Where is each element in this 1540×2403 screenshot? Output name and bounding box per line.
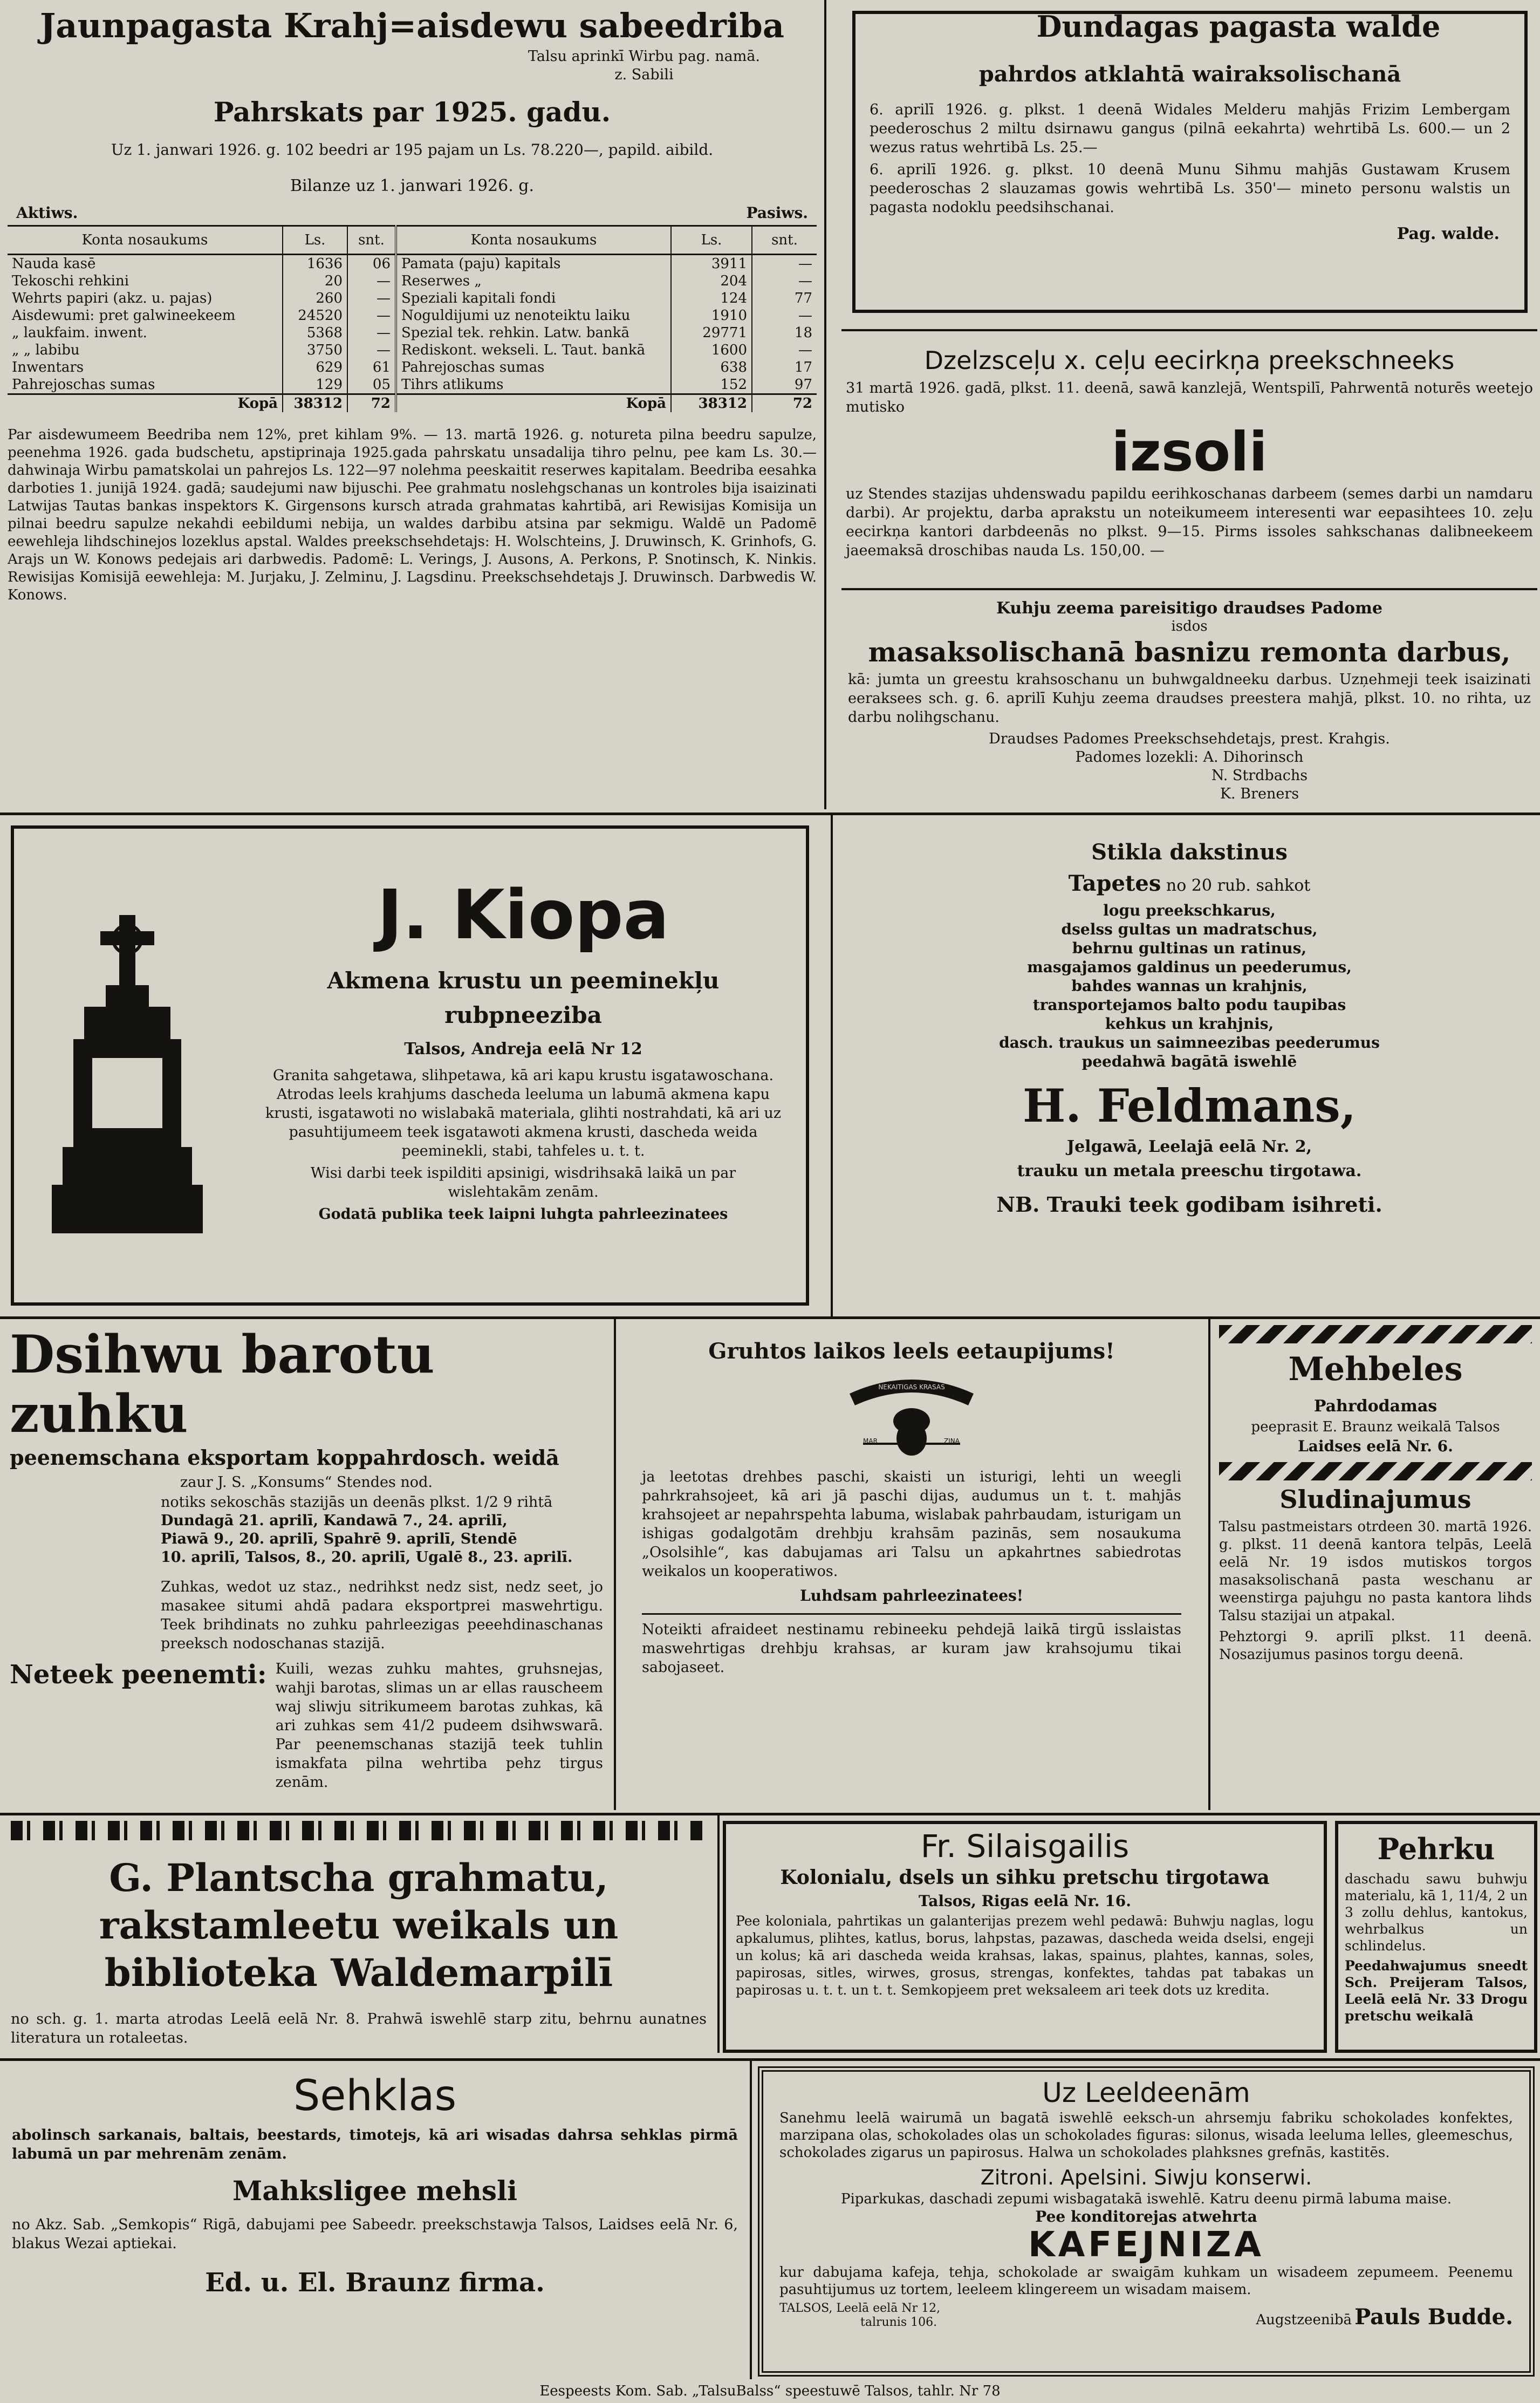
ad-line: Padomes lozekli: A. Dihorinsch (1075, 749, 1304, 766)
ad-big: izsoli (1111, 420, 1268, 483)
ad-subtitle: pahrdos atklahtā wairaksolischanā (978, 62, 1401, 87)
total-ls: 38312 (283, 394, 347, 413)
cell-account: Inwentars (12, 359, 84, 376)
cell-account: Pamata (paju) kapitals (396, 255, 671, 273)
cell-account: Wehrts papiri (akz. u. pajas) (12, 290, 213, 306)
business-name: H. Feldmans, (1023, 1079, 1356, 1132)
ad-para: 6. aprilī 1926. g. plkst. 10 deenā Munu Sihmu mahjās Gustawam Krusem peederoschas 2 slauzamas gowis wehrtibā Ls. 350'— mineto personu walstis un pagasta nodoklu peedsihschanai. (870, 161, 1510, 216)
ad-kiopa (11, 825, 809, 1306)
cell-ls: 1636 (283, 255, 347, 273)
cell-snt: 77 (752, 290, 817, 307)
ad-title: Sludinajumus (1279, 1485, 1471, 1514)
cell-snt: 05 (347, 376, 396, 394)
gravestone-image (46, 910, 208, 1244)
cell-snt: 17 (752, 359, 817, 376)
list-item: peedahwā bagātā iswehlē (1082, 1053, 1297, 1070)
ad-title: Mahksligee mehsli (232, 2175, 518, 2207)
ad-body: daschadu sawu buhwju materialu, kā 1, 11/4, 2 un 3 zollu dehlus, kantokus, wehrbalkus un schlindelus. (1345, 1871, 1528, 1954)
ad-dyes (620, 1322, 1203, 1807)
logo-text: NEKAITIGAS KRASAS (878, 1383, 945, 1391)
cell-account: Tihrs atlikums (396, 376, 671, 394)
business-addr: Jelgawā, Leelajā eelā Nr. 2, (1066, 1137, 1312, 1156)
ad-dundaga-board (852, 11, 1528, 313)
ad-body: no Akz. Sab. „Semkopis“ Rigā, dabujami pee Sabeedr. preekschstawja Talsos, Laidses eelā Nr. 6, blakus Wezai aptiekai. (12, 2216, 738, 2252)
total-snt: 72 (347, 394, 396, 413)
ad-line: Laidses eelā Nr. 6. (1298, 1437, 1453, 1455)
ad-owner: Pauls Budde. (1354, 2304, 1513, 2330)
list-item: behrnu gultinas un ratinus, (1072, 939, 1307, 957)
ad-silaisgailis (723, 1821, 1327, 2053)
cell-account: Tekoschi rehkini (12, 273, 129, 289)
total-snt: 72 (752, 394, 817, 413)
list-item: kehkus un krahjnis, (1105, 1015, 1274, 1033)
ad-sign: Pag. walde. (1397, 224, 1500, 243)
ad-title: Dsihwu barotu zuhku (10, 1324, 435, 1444)
cell-account: Nauda kasē (12, 256, 96, 272)
cell-account: Pahrejoschas sumas (396, 359, 671, 376)
ad-line: Piparkukas, daschadi zepumi wisbagatakā iswehlē. Katru deenu pirmā labuma maise. (840, 2191, 1452, 2207)
cell-ls: 629 (283, 359, 347, 376)
col-snt: snt. (752, 226, 817, 255)
table-row (8, 342, 817, 359)
logo-text: MAR (863, 1437, 878, 1445)
table-total-row (8, 394, 817, 413)
ad-label: Neteek peenemti: (10, 1660, 267, 1690)
ad-para: Pehztorgi 9. aprilī plkst. 11 deenā. Nosazijumus pasinos torgu deenā. (1219, 1629, 1532, 1663)
cell-snt: — (752, 307, 817, 324)
table-row (8, 255, 817, 273)
ad-line: notiks sekoschās stazijās un deenās plkst. 1/2 9 rihtā (161, 1494, 553, 1511)
ad-body: uz Stendes stazijas uhdenswadu papildu eerihkoschanas darbeem (semes darbi un namdaru darbi). Ar projektu, darba aprakstu un noteikumeem interesenti war eepasihtees 10. zeļu eecirkņa kantori darbdeenās no plkst. 9—15. Pirms issoles sahkschanas dalibneekeem jaeemaksā droschibas nauda Ls. 150,00. — (846, 486, 1533, 559)
business-name: J. Kiopa (377, 875, 669, 954)
balance-title: Bilanze uz 1. janwari 1926. g. (290, 176, 535, 195)
pasivs-label: Pasiws. (746, 204, 808, 222)
table-row (8, 307, 817, 324)
ad-by: zaur J. S. „Konsums“ Stendes nod. (180, 1474, 433, 1491)
ad-intro: 31 martā 1926. gadā, plkst. 11. deenā, sawā kanzlejā, Wentspilī, Pahrwentā noturēs weetejo mutisko (846, 380, 1533, 415)
schedule-line: Piawā 9., 20. aprilī, Spahrē 9. aprilī, Stendē (161, 1531, 517, 1547)
list-item: dasch. traukus un saimneezibas peederumus (999, 1034, 1380, 1052)
ad-bookshop (5, 1821, 712, 2047)
ad-line: peeprasit E. Braunz weikalā Talsos (1251, 1419, 1500, 1435)
ad-addr: talrunis 106. (860, 2316, 937, 2329)
cell-ls: 152 (671, 376, 752, 394)
cell-snt: — (347, 342, 396, 359)
cell-ls: 204 (671, 272, 752, 290)
list-item: dselss gultas un madratschus, (1061, 920, 1318, 938)
cell-ls: 124 (671, 290, 752, 307)
cell-snt: — (347, 324, 396, 342)
ad-title: Fr. Silaisgailis (920, 1828, 1130, 1865)
cell-snt: — (752, 255, 817, 273)
ad-signatures (848, 730, 1531, 803)
ad-sign: Ed. u. El. Braunz firma. (205, 2268, 545, 2298)
ad-title: G. Plantscha grahmatu, rakstamleetu weikals un biblioteka Waldemarpilī (99, 1855, 619, 1995)
ad-title: Sehklas (293, 2072, 457, 2120)
ad-body: abolinsch sarkanais, baltais, beestards, timotejs, kā ari wisadas dahrsa sehklas pirmā labumā un par mehrenām zenām. (12, 2127, 738, 2162)
ad-para: Sanehmu leelā wairumā un bagatā iswehlē eeksch-un ahrsemju fabriku schokolades konfektes, marzipana olas, schokolades olas un schokolades figuras: silonus, wisada leeluma lelles, gleemeschus, schokolades zigarus un papirosus. Halwa un schokolades plahksnes grefnās, kastitēs. (779, 2110, 1513, 2161)
table-row (8, 359, 817, 376)
ad-line: K. Breners (1220, 786, 1299, 802)
ad-line: Tapetes (1068, 871, 1161, 896)
ad-para: ja leetotas drehbes paschi, skaisti un isturigi, lehti un weegli pahrkrahsojeet, kā ari jā paschi dijas, audumus un t. t. mahjās krahsojeet ar nepahrspehta labuma, wislabak pahrbaudam, isturigam un ishigas godalgotām drehbju krahsām pazinās, sem nosaukuma „Osolsihle“, kas dabujamas ari Talsu un apkahrtnes sabiedrotas weikalos un kooperatiwos. (642, 1469, 1181, 1580)
logo-text: ZINA (944, 1437, 960, 1445)
ad-railway-auction (841, 334, 1537, 577)
table-row (8, 290, 817, 307)
cell-snt: — (347, 290, 396, 307)
business-body: Granita sahgetawa, slihpetawa, kā ari kapu krustu isgatawoschana. Atrodas leels krahjums dascheda leeluma un labumā akmena kapu krusti, isgatawoti no wislabakā materiala, glihti nostrahdati, kā ari uz pasuhtijumeem teek isgatawoti akmena krusti, dascheda weida peeminekli, stabi, tahfeles u. t. t. (265, 1067, 782, 1159)
ad-body2: Peedahwajumus sneedt Sch. Preijeram Talsos, Leelā eelā Nr. 33 Drogu pretschu weikalā (1345, 1958, 1528, 2024)
cell-snt: 06 (347, 255, 396, 273)
ad-furniture (1214, 1322, 1537, 1807)
ad-body: kā: jumta un greestu krahsoschanu un buhwgaldneeku darbus. Uzņehmeji teek isaizinati eeraksees sch. g. 6. aprilī Kuhju zeema draudses preestera mahjā, plkst. 10. no rihta, uz darbu nolihgschanu. (848, 671, 1531, 726)
business-body2: Wisi darbi teek ispilditi apsinigi, wisdrihsakā laikā un par wislehtakām zenām. (310, 1165, 736, 1200)
table-row (8, 376, 817, 394)
ad-line: Pee konditorejas atwehrta (1035, 2208, 1257, 2225)
cell-snt: — (347, 272, 396, 290)
ad-addr: TALSOS, Leelā eelā Nr 12, (779, 2302, 941, 2315)
cell-ls: 3911 (671, 255, 752, 273)
ad-subtitle: Kolonialu, dsels un sihku pretschu tirgotawa (780, 1866, 1270, 1889)
col-name: Konta nosaukums (8, 226, 283, 255)
cell-snt: — (752, 272, 817, 290)
balance-table (8, 225, 817, 412)
ad-title: Kuhju zeema pareisitigo draudses Padome (996, 599, 1382, 618)
ad-place: Talsu aprinkī Wirbu pag. namā. (528, 48, 761, 65)
col-ls: Ls. (283, 226, 347, 255)
ad-title: Gruhtos laikos leels eetaupijums! (708, 1339, 1115, 1364)
cell-ls: 129 (283, 376, 347, 394)
cell-account: Spezial tek. rehkin. Latw. bankā (396, 324, 671, 342)
business-call: Godatā publika teek laipni luhgta pahrleezinatees (318, 1206, 728, 1223)
ad-line: no 20 rub. sahkot (1166, 876, 1311, 895)
ad-para: Noteikti afraideet nestinamu rebineeku pehdejā laikā tirgū isslaistas maswehrtigas drehbju krahsas, ar kuram jaw krahsojumu tikai sabojaseet. (642, 1621, 1181, 1676)
list-item: bahdes wannas un krahjnis, (1071, 977, 1308, 995)
cell-ls: 29771 (671, 324, 752, 342)
report-body: Par aisdewumeem Beedriba nem 12%, pret kihlam 9%. — 13. martā 1926. g. notureta pilna beedru sapulze, peenehma 1926. gada budschetu, apstiprinaja 1925.gada pahrskatu unsadalija tihro pelnu, pee kam Ls. 30.— dahwinaja Wirbu pamatskolai un pahrejos Ls. 122—97 nolehma peeskaitit reserwes kapitalam. Beedriba eesahka darboties 1. junijā 1924. gadā; saudejumi naw bijuschi. Pee grahmatu noslehgschanas un kontroles bija isaizinati Latwijas Tautas bankas inspektors K. Girgensons kursch atrada grahmatas kahrtibā, ari Rewisijas Komisija un pilnai beedru sapulze nekahdi eebildumi nebija, un waldes darbibu atsina par sekmigu. Waldē un Padomē eewehleja lihdschinejos lozeklus apstal. Waldes preekschsehdetajs: H. Wolschteins, J. Druwinsch, K. Grinhofs, G. Arajs un W. Konows pedejais ari darbwedis. Padomē: L. Verings, J. Ausons, A. Perkons, P. Snotinsch, K. Ninkis. Rewisijas Komisijā eewehleja: M. Jurjaku, J. Zelminu, J. Lagsdinu. Preekschsehdetajs J. Druwinsch. Darbwedis W. Konows. (8, 427, 817, 603)
ad-para: Talsu pastmeistars otrdeen 30. martā 1926. g. plkst. 11 deenā kantora telpās, Leelā eelā Nr. 19 isdos mutiskos torgos masaksolischanā pasta weschanu ar weenstirga pajuhgu no pasta kantora lihds Talsu stazijai un atpakal. (1219, 1519, 1532, 1624)
cell-account: Pahrejoschas sumas (12, 377, 155, 393)
ornament (1219, 1325, 1532, 1343)
col-ls: Ls. (671, 226, 752, 255)
ad-feldmans (841, 831, 1537, 1316)
ad-title: Uz Leeldeenām (1042, 2077, 1250, 2108)
cell-account: Rediskont. wekseli. L. Taut. bankā (396, 342, 671, 359)
cell-snt: 18 (752, 324, 817, 342)
report-title: Pahrskats par 1925. gadu. (213, 96, 611, 128)
col-name: Konta nosaukums (396, 226, 671, 255)
ad-title: Pehrku (1377, 1832, 1495, 1866)
business-sub: trauku un metala preeschu tirgotawa. (1017, 1162, 1362, 1180)
cell-account: „ laukfaim. inwent. (12, 325, 147, 341)
cell-ls: 260 (283, 290, 347, 307)
cell-ls: 638 (671, 359, 752, 376)
ornament (1219, 1462, 1532, 1480)
ad-para: Zuhkas, wedot uz staz., nedrihkst nedz sist, nedz seet, jo masakee situmi ahdā padara eksportprei maswehrtigu. Teek brihdinats no zuhku pahrleezigas peeehdinaschanas preeksch nodoschanas stazijā. (161, 1579, 603, 1652)
table-row (8, 272, 817, 290)
ad-body: no sch. g. 1. marta atrodas Leelā eelā Nr. 8. Prahwā iswehlē starp zitu, behrnu aunatnes literatura un rotaleetas. (11, 2011, 707, 2046)
ad-para: kur dabujama kafeja, tehja, schokolade ar swaigām kuhkam un wisadeem zepumeem. Peenemu pasuhtijumus uz tortem, leeleem klingereem un wisadam maisem. (779, 2264, 1513, 2298)
list-item: masgajamos galdinus un peederumus, (1027, 958, 1352, 976)
ad-title: Mehbeles (1288, 1350, 1463, 1388)
cell-ls: 3750 (283, 342, 347, 359)
business-note: NB. Trauki teek godibam isihreti. (996, 1192, 1382, 1217)
ad-title: Dundagas pagasta walde (963, 11, 1514, 44)
ad-para: 6. aprilī 1926. g. plkst. 1 deenā Widales Melderu mahjās Frizim Lembergam peederoschus 2 miltu dsirnawu gangus (pilnā eekahrta) wehrtibā Ls. 600.— un 2 wezus ratus wehrtibā Ls. 25.— (870, 101, 1510, 156)
ad-para: Kuili, wezas zuhku mahtes, gruhsnejas, wahji barotas, slimas un ar ellas rauscheem waj sliwju sitrikumeem barotas zuhkas, kā ari zuhkas sem 41/2 pudeem dsihwswarā. Par peenemschanas stazijā teek tuhlin ismakfata pilna wehrtiba pehz tirgus zenām. (275, 1661, 603, 1791)
schedule-line: 10. aprilī, Talsos, 8., 20. aprilī, Ugalē 8., 23. aprilī. (161, 1549, 573, 1566)
cell-ls: 24520 (283, 307, 347, 324)
cell-account: Aisdewumi: pret galwineekeem (12, 308, 236, 324)
cell-snt: 61 (347, 359, 396, 376)
ad-addr: Talsos, Rigas eelā Nr. 16. (919, 1892, 1131, 1910)
ad-easter (758, 2066, 1535, 2377)
table-row (8, 324, 817, 342)
total-ls: 38312 (671, 394, 752, 413)
total-label: Kopā (8, 394, 283, 413)
acorn-logo (831, 1378, 993, 1459)
ad-line: isdos (1171, 618, 1208, 634)
list-item: logu preekschkarus, (1103, 902, 1276, 919)
cell-account: Reserwes „ (396, 272, 671, 290)
ad-big: KAFEJNIZA (1028, 2225, 1264, 2265)
business-addr: Talsos, Andreja eelā Nr 12 (404, 1040, 642, 1059)
aktivs-label: Aktiws. (16, 204, 78, 222)
cell-ls: 20 (283, 272, 347, 290)
ad-line: Luhdsam pahrleezinatees! (799, 1587, 1023, 1605)
ad-line: Zitroni. Apelsini. Siwju konserwi. (980, 2166, 1312, 2189)
ad-line: Pahrdodamas (1313, 1397, 1438, 1416)
printer-footer: Eespeests Kom. Sab. „TalsuBalss“ speestuwē Talsos, tahlr. Nr 78 (539, 2383, 1001, 2399)
list-item: transportejamos balto podu taupibas (1032, 996, 1346, 1014)
ad-buying (1335, 1821, 1537, 2053)
ad-title: Jaunpagasta Krahj=aisdewu sabeedriba (39, 6, 785, 45)
col-snt: snt. (347, 226, 396, 255)
ad-box-no: z. Sabili (614, 66, 674, 83)
ad-pigs (4, 1322, 608, 1807)
ornament (11, 1821, 707, 1840)
ad-title: Stikla dakstinus (1091, 839, 1288, 865)
cell-ls: 1910 (671, 307, 752, 324)
business-sub: Akmena krustu un peeminekļu rubpneeziba (327, 967, 720, 1028)
goods-list (852, 901, 1527, 1071)
report-summary: Uz 1. janwari 1926. g. 102 beedri ar 195 pajam un Ls. 78.220—, papild. aibild. (111, 141, 714, 159)
ad-line: N. Strdbachs (1211, 767, 1308, 784)
total-label: Kopā (396, 394, 671, 413)
ad-parish-council (841, 593, 1537, 809)
cell-snt: — (347, 307, 396, 324)
ad-title: Dzelzsceļu x. ceļu eecirkņa preekschneeks (924, 346, 1455, 375)
cell-account: Speziali kapitali fondi (396, 290, 671, 307)
cell-account: „ „ labibu (12, 342, 80, 358)
ad-body: Pee koloniala, pahrtikas un galanterijas prezem wehl pedawā: Buhwju naglas, logu apkalumus, plihtes, katlus, borus, lahpstas, pazawas, dascheda weida dselsi, engeji un kolus; kā ari dascheda weida krahsas, lakas, spainus, plahtes, kannas, soles, papirosas, sitles, wirwes, grosus, strengas, konfektes, tahdas pat tabakas un papirosas u. t. t. un t. t. Semkopjeem pret weksaleem ari teek dots uz kredita. (736, 1913, 1314, 1998)
ad-line: Draudses Padomes Preekschsehdetajs, prest. Krahgis. (989, 731, 1390, 747)
cell-ls: 5368 (283, 324, 347, 342)
ad-owner-label: Augstzeenibā (1256, 2312, 1352, 2328)
ad-subtitle: peenemschana eksportam koppahrdosch. weidā (10, 1445, 559, 1470)
schedule-line: Dundagā 21. aprilī, Kandawā 7., 24. aprilī, (161, 1512, 508, 1529)
ad-seeds (5, 2066, 744, 2374)
cell-account: Noguldijumi uz nenoteiktu laiku (396, 307, 671, 324)
cell-snt: 97 (752, 376, 817, 394)
cell-snt: — (752, 342, 817, 359)
ad-cooperative-report (8, 4, 817, 814)
cell-ls: 1600 (671, 342, 752, 359)
ad-big: masaksolischanā basnizu remonta darbus, (868, 636, 1511, 668)
